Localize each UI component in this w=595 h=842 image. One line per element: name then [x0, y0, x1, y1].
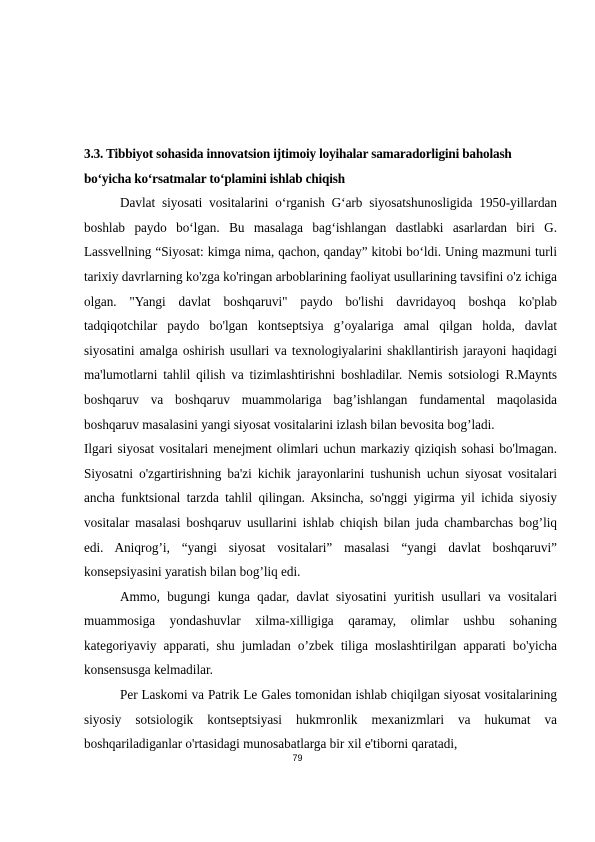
paragraph-3: Ammo, bugungi kunga qadar, davlat siyosatini yuritish usullari va vositalari muammosiga yondashuvlar xilma-xilligiga qaramay, olimlar ushbu sohaning kategoriyaviy apparati, shu jumladan o’zbek tiliga moslashtirilgan apparati bo'yicha konsensusga kelmadilar.	[84, 588, 557, 678]
document-page	[84, 142, 557, 757]
page-number: 79	[292, 753, 303, 763]
paragraph-2: Ilgari siyosat vositalari menejment olimlari uchun markaziy qiziqish sohasi bo'lmagan. Siyosatni o'zgartirishning ba'zi kichik jarayonlarini tushunish uchun siyosat vositalari ancha funktsional tarzda tahlil qilingan. Aksincha, so'nggi yigirma yil ichida siyosiy vositalar masalasi boshqaruv usullarini ishlab chiqish bilan juda chambarchas bog’liq edi. Aniqrog’i, “yangi siyosat vositalari” masalasi “yangi davlat boshqaruvi” konsepsiyasini yaratish bilan bog’liq edi.	[84, 441, 557, 580]
paragraph-1: Davlat siyosati vositalarini o‘rganish G‘arb siyosatshunosligida 1950-yillardan boshlab paydo bo‘lgan. Bu masalaga bag‘ishlangan dastlabki asarlardan biri G. Lassvellning “Siyosat: kimga nima, qachon, qanday” kitobi bo‘ldi. Uning mazmuni turli tarixiy davrlarning ko'zga ko'ringan arboblarining faoliyat usullarining tavsifini o'z ichiga olgan. "Yangi davlat boshqaruvi" paydo bo'lishi davridayoq boshqa ko'plab tadqiqotchilar paydo bo'lgan kontseptsiya g’oyalariga amal qilgan holda, davlat siyosatini amalga oshirish usullari va texnologiyalarini shakllantirish jarayoni haqidagi ma'lumotlarni tahlil qilish va tizimlashtirishni boshladilar. Nemis sotsiologi R.Maynts boshqaruv va boshqaruv muammolariga bag’ishlangan fundamental maqolasida boshqaruv masalasini yangi siyosat vositalarini izlash bilan bevosita bog’ladi.	[84, 195, 557, 432]
section-heading-line-2: bo‘yicha ko‘rsatmalar to‘plamini ishlab chiqish	[84, 170, 345, 186]
paragraph-4: Per Laskomi va Patrik Le Gales tomonidan ishlab chiqilgan siyosat vositalarining siyosiy sotsiologik kontseptsiyasi hukmronlik mexanizmlari va hukumat va boshqariladiganlar o'rtasidagi munosabatlarga bir xil e'tiborni qaratadi,	[84, 687, 557, 752]
section-heading-line-1: 3.3. Tibbiyot sohasida innovatsion ijtimoiy loyihalar samaradorligini baholash	[84, 146, 512, 161]
